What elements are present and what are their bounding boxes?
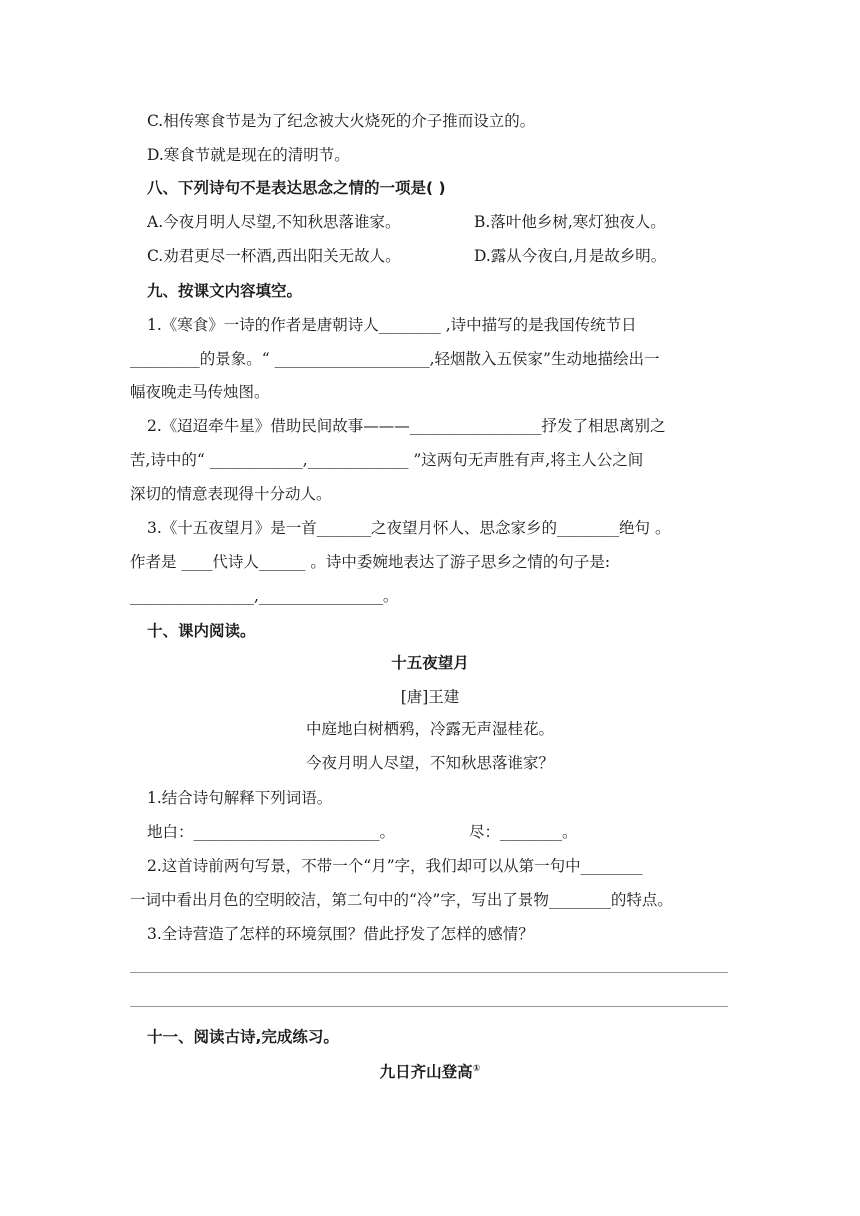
poem-title: 十五夜望月: [391, 654, 469, 672]
q10-title: 十、课内阅读。: [147, 622, 256, 640]
q8-option-b: B.落叶他乡树,寒灯独夜人。: [474, 213, 666, 231]
answer-line-1: [130, 972, 728, 973]
q9-line-6: 深切的情意表现得十分动人。: [130, 485, 332, 503]
q9-line-7: 3.《十五夜望月》是一首_______之夜望月怀人、思念家乡的________绝句 。: [147, 519, 671, 537]
q8-option-c: C.劝君更尽一杯酒,西出阳关无故人。: [147, 247, 401, 265]
q11-title: 十一、阅读古诗,完成练习。: [147, 1028, 339, 1046]
q9-line-8: 作者是 ____代诗人______ 。诗中委婉地表达了游子思乡之情的句子是:: [130, 553, 611, 571]
footnote-marker: ①: [472, 1064, 481, 1074]
q11-poem-title-text: 九日齐山登高: [379, 1063, 473, 1082]
q11-poem-title: [0, 1058, 860, 1083]
q9-line-3: 幅夜晚走马传烛图。: [130, 383, 270, 401]
q9-title: 九、按课文内容填空。: [147, 282, 303, 300]
q9-line-1: 1.《寒食》一诗的作者是唐朝诗人________ ,诗中描写的是我国传统节日: [147, 316, 637, 334]
q8-option-d: D.露从今夜白,月是故乡明。: [474, 247, 667, 265]
poem-verse-1: 中庭地白树栖鸦，冷露无声湿桂花。: [305, 720, 554, 738]
q7-option-d: D.寒食节就是现在的清明节。: [147, 146, 350, 164]
poem-author: [唐]王建: [400, 688, 460, 706]
q8-option-a: A.今夜月明人尽望,不知秋思落谁家。: [147, 213, 401, 231]
q10-sub-1: 1.结合诗句解释下列词语。: [147, 789, 333, 807]
poem-verse-2: 今夜月明人尽望，不知秋思落谁家？: [305, 754, 554, 772]
q10-sub-3: 3.全诗营造了怎样的环境氛围？借此抒发了怎样的感情？: [147, 925, 534, 943]
q8-title: 八、下列诗句不是表达思念之情的一项是( ): [147, 179, 446, 197]
q10-sub-1-b: 尽：________。: [469, 823, 578, 841]
q9-line-4: 2.《迢迢牵牛星》借助民间故事———_________________抒发了相思离别之: [147, 417, 666, 435]
q7-option-c: C.相传寒食节是为了纪念被大火烧死的介子推而设立的。: [147, 112, 536, 130]
q9-line-9: ________________,________________。: [130, 587, 399, 605]
q10-sub-2-line-1: 2.这首诗前两句写景，不带一个“月”字，我们却可以从第一句中________: [147, 857, 643, 875]
answer-line-2: [130, 1006, 728, 1007]
q9-line-2: _________的景象。“ ____________________,轻烟散入五侯家”生动地描绘出一: [130, 350, 660, 368]
q10-sub-1-a: 地白：________________________。: [147, 823, 396, 841]
q9-line-5: 苦,诗中的“ ____________,_____________ ”这两句无声胜有声,将主人公之间: [130, 451, 644, 469]
q10-sub-2-line-2: 一词中看出月色的空明皎洁，第二句中的“冷”字，写出了景物________的特点。: [130, 891, 673, 909]
